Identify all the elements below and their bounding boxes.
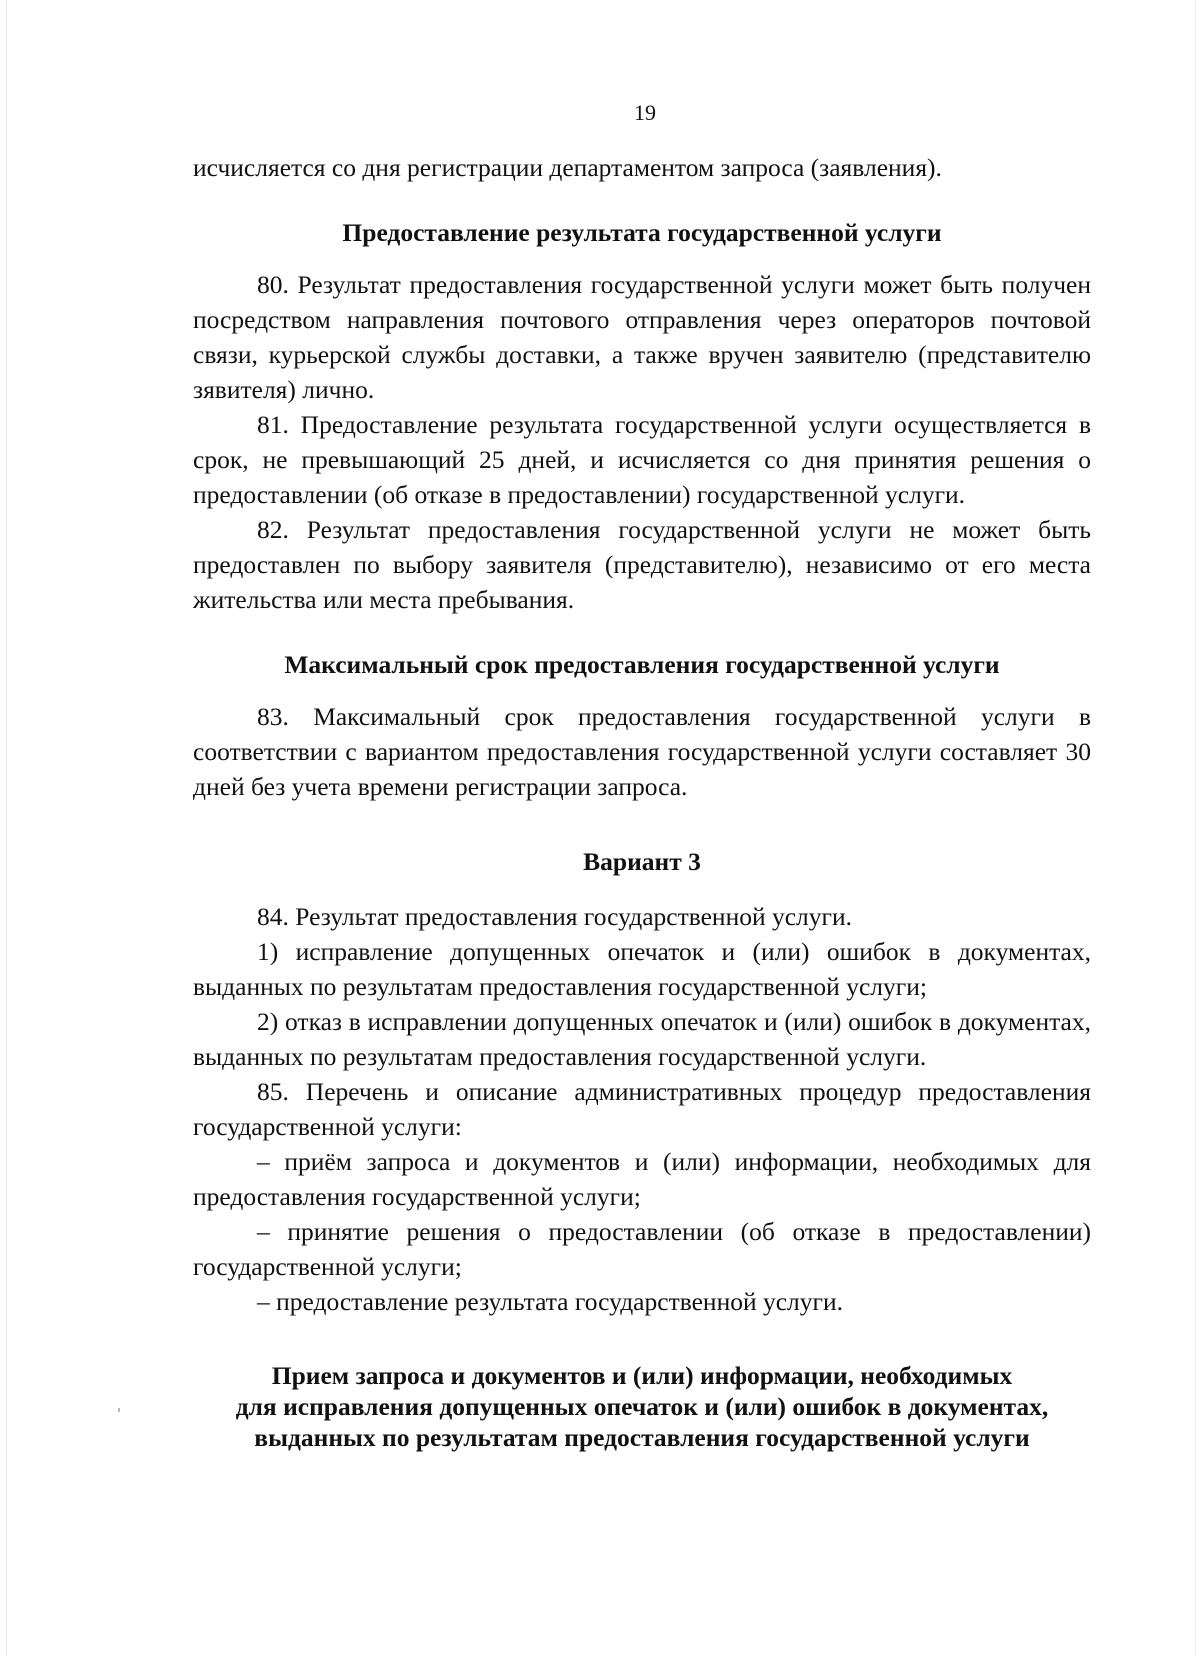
- section-heading-max-term: Максимальный срок предоставления государственной услуги: [284, 650, 1000, 679]
- scan-edge-left: [6, 0, 7, 1656]
- scan-edge-right: [1195, 0, 1196, 1656]
- section-heading-variant-3: Вариант 3: [583, 847, 701, 876]
- dash-item-2: – принятие решения о предоставлении (об отказе в предоставлении) государственной услуги;: [193, 1217, 1091, 1281]
- scan-speck: [118, 1408, 120, 1412]
- dash-item-1: – приём запроса и документов и (или) информации, необходимых для предоставления государственной услуги;: [193, 1147, 1091, 1211]
- document-body: [193, 150, 1091, 1453]
- section-heading-result: Предоставление результата государственной услуги: [342, 218, 942, 247]
- heading-line-2: для исправления допущенных опечаток и (или) ошибок в документах,: [235, 1392, 1049, 1421]
- paragraph-85: 85. Перечень и описание административных процедур предоставления государственной услуги:: [193, 1077, 1091, 1141]
- intro-line: исчисляется со дня регистрации департаментом запроса (заявления).: [193, 153, 942, 182]
- heading-line-3: выданных по результатам предоставления государственной услуги: [254, 1423, 1030, 1452]
- page-number: 19: [634, 100, 656, 125]
- list-item-2: 2) отказ в исправлении допущенных опечаток и (или) ошибок в документах, выданных по результатам предоставления государственной услуги.: [193, 1007, 1091, 1071]
- section-heading-request-intake: [193, 1360, 1091, 1453]
- dash-item-3: – предоставление результата государственной услуги.: [257, 1287, 844, 1316]
- paragraph-80: 80. Результат предоставления государственной услуги может быть получен посредством направления почтового отправления через операторов почтовой связи, курьерской службы доставки, а также вручен заявителю (представителю зявителя) лично.: [193, 270, 1091, 404]
- paragraph-83: 83. Максимальный срок предоставления государственной услуги в соответствии с вариантом предоставления государственной услуги составляет 30 дней без учета времени регистрации запроса.: [193, 702, 1091, 801]
- list-item-1: 1) исправление допущенных опечаток и (или) ошибок в документах, выданных по результатам предоставления государственной услуги;: [193, 937, 1091, 1001]
- paragraph-81: 81. Предоставление результата государственной услуги осуществляется в срок, не превышающий 25 дней, и исчисляется со дня принятия решения о предоставлении (об отказе в предоставлении) государственной услуги.: [193, 410, 1091, 509]
- paragraph-84: 84. Результат предоставления государственной услуги.: [257, 902, 853, 931]
- paragraph-82: 82. Результат предоставления государственной услуги не может быть предоставлен по выбору заявителя (представителю), независимо от его места жительства или места пребывания.: [193, 515, 1091, 614]
- heading-line-1: Прием запроса и документов и (или) информации, необходимых: [271, 1361, 1013, 1390]
